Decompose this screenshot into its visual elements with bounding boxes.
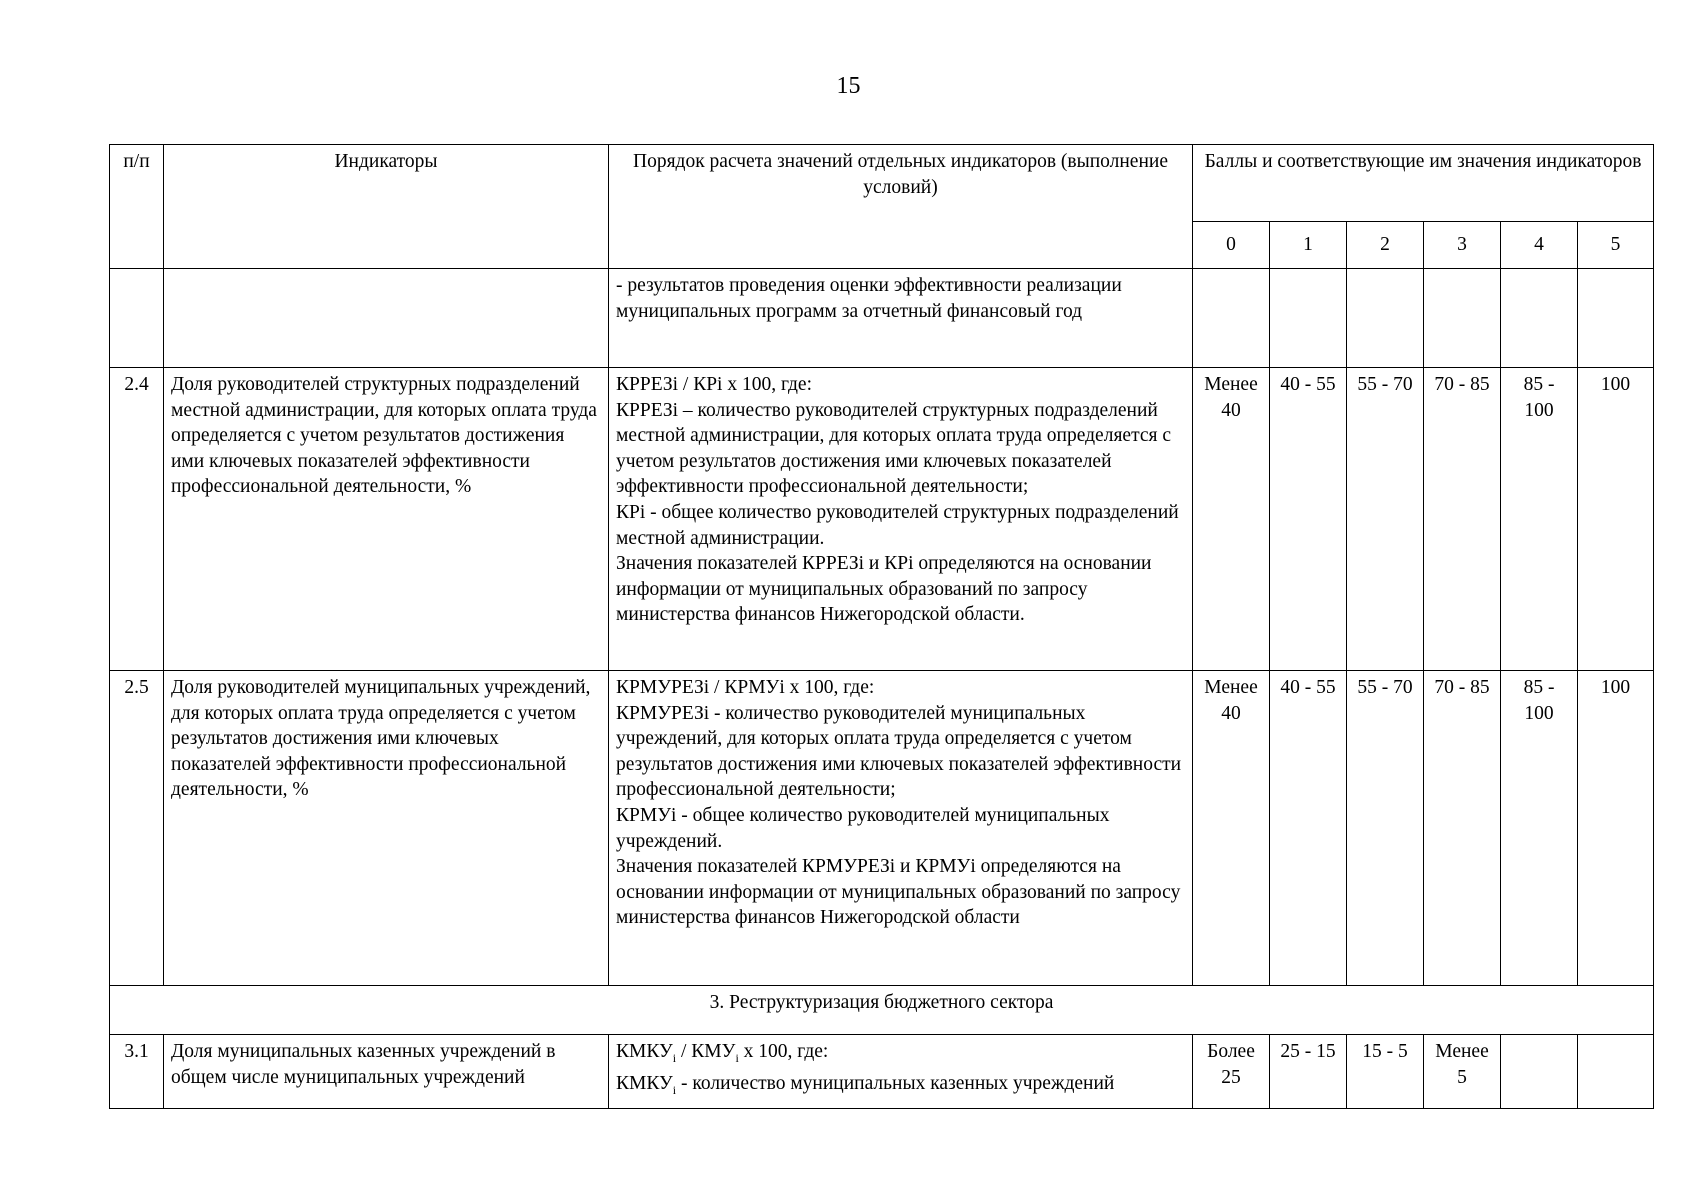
- score-cell: [1501, 269, 1578, 368]
- score-cell: Менее 40: [1193, 671, 1270, 986]
- indicators-table: [109, 144, 1654, 1109]
- score-cell: 55 - 70: [1347, 671, 1424, 986]
- table-row: [110, 671, 1654, 986]
- subscript: i: [672, 1083, 677, 1098]
- table-header-row: [110, 145, 1654, 222]
- score-header-0: 0: [1193, 222, 1270, 269]
- row-indicator: Доля муниципальных казенных учреждений в общем числе муниципальных учреждений: [164, 1035, 609, 1109]
- score-cell: 40 - 55: [1270, 368, 1347, 671]
- method-text: КМКУ: [616, 1041, 673, 1062]
- method-text: х 100, где:: [738, 1041, 829, 1062]
- subscript: i: [672, 1050, 677, 1065]
- row-num: 3.1: [110, 1035, 164, 1109]
- score-cell: 85 - 100: [1501, 671, 1578, 986]
- table-row: [110, 368, 1654, 671]
- score-cell: Более 25: [1193, 1035, 1270, 1109]
- score-cell: Менее 40: [1193, 368, 1270, 671]
- score-cell: [1578, 269, 1654, 368]
- header-num: п/п: [110, 145, 164, 269]
- method-line: Значения показателей КРРЕЗі и КРі определяются на основании информации от муниципальных образований по запросу министерства финансов Нижегородской области.: [616, 553, 1152, 626]
- row-indicator: Доля руководителей структурных подразделений местной администрации, для которых оплата труда определяется с учетом результатов достижения ими ключевых показателей эффективности профессиональной деятельности, %: [164, 368, 609, 671]
- method-text: - количество муниципальных казенных учреждений: [676, 1073, 1115, 1095]
- row-num: [110, 269, 164, 368]
- table-row: [110, 1035, 1654, 1109]
- score-cell: 100: [1578, 671, 1654, 986]
- method-line: [616, 1071, 1185, 1103]
- method-line: [616, 1039, 1185, 1071]
- row-indicator: [164, 269, 609, 368]
- header-indicators: Индикаторы: [164, 145, 609, 269]
- row-method: [609, 269, 1193, 368]
- method-line: КРРЕЗі / КРі х 100, где:: [616, 374, 812, 395]
- row-num: 2.5: [110, 671, 164, 986]
- row-method: [609, 671, 1193, 986]
- score-cell: 100: [1578, 368, 1654, 671]
- method-line: КРМУРЕЗі - количество руководителей муниципальных учреждений, для которых оплата труда определяется с учетом результатов достижения ими ключевых показателей эффективности профессиональной деятельности;: [616, 702, 1182, 801]
- score-cell: Менее 5: [1424, 1035, 1501, 1109]
- score-header-3: 3: [1424, 222, 1501, 269]
- score-cell: 70 - 85: [1424, 671, 1501, 986]
- header-scores: Баллы и соответствующие им значения индикаторов: [1193, 145, 1654, 222]
- row-indicator: Доля руководителей муниципальных учреждений, для которых оплата труда определяется с учетом результатов достижения ими ключевых показателей эффективности профессиональной деятельности, %: [164, 671, 609, 986]
- method-line: КРМУі - общее количество руководителей муниципальных учреждений.: [616, 804, 1110, 852]
- page-number: 15: [836, 73, 861, 99]
- score-cell: [1347, 269, 1424, 368]
- score-header-2: 2: [1347, 222, 1424, 269]
- method-line: КРі - общее количество руководителей структурных подразделений местной администрации.: [616, 501, 1179, 549]
- score-cell: 25 - 15: [1270, 1035, 1347, 1109]
- score-header-5: 5: [1578, 222, 1654, 269]
- row-num: 2.4: [110, 368, 164, 671]
- score-cell: [1424, 269, 1501, 368]
- method-line: Значения показателей КРМУРЕЗі и КРМУі определяются на основании информации от муниципальных образований по запросу министерства финансов Нижегородской области: [616, 856, 1181, 929]
- score-cell: [1270, 269, 1347, 368]
- header-method: Порядок расчета значений отдельных индикаторов (выполнение условий): [609, 145, 1193, 269]
- method-line: - результатов проведения оценки эффективности реализации муниципальных программ за отчетный финансовый год: [616, 275, 1122, 322]
- method-text: / КМУ: [676, 1041, 736, 1062]
- section-row: [110, 986, 1654, 1035]
- score-cell: 55 - 70: [1347, 368, 1424, 671]
- score-cell: 85 - 100: [1501, 368, 1578, 671]
- subscript: i: [735, 1050, 739, 1065]
- score-cell: 15 - 5: [1347, 1035, 1424, 1109]
- row-method: [609, 368, 1193, 671]
- score-cell: [1578, 1035, 1654, 1109]
- score-header-4: 4: [1501, 222, 1578, 269]
- score-cell: [1501, 1035, 1578, 1109]
- method-line: КРМУРЕЗі / КРМУі х 100, где:: [616, 677, 875, 698]
- score-cell: [1193, 269, 1270, 368]
- score-cell: 40 - 55: [1270, 671, 1347, 986]
- method-text: КМКУ: [616, 1073, 673, 1095]
- method-line: КРРЕЗі – количество руководителей структурных подразделений местной администрации, для которых оплата труда определяется с учетом результатов достижения ими ключевых показателей эффективности профессиональной деятельности;: [616, 399, 1171, 498]
- section-title: 3. Реструктуризация бюджетного сектора: [110, 986, 1654, 1035]
- score-cell: 70 - 85: [1424, 368, 1501, 671]
- score-header-1: 1: [1270, 222, 1347, 269]
- table-row: [110, 269, 1654, 368]
- row-method: [609, 1035, 1193, 1109]
